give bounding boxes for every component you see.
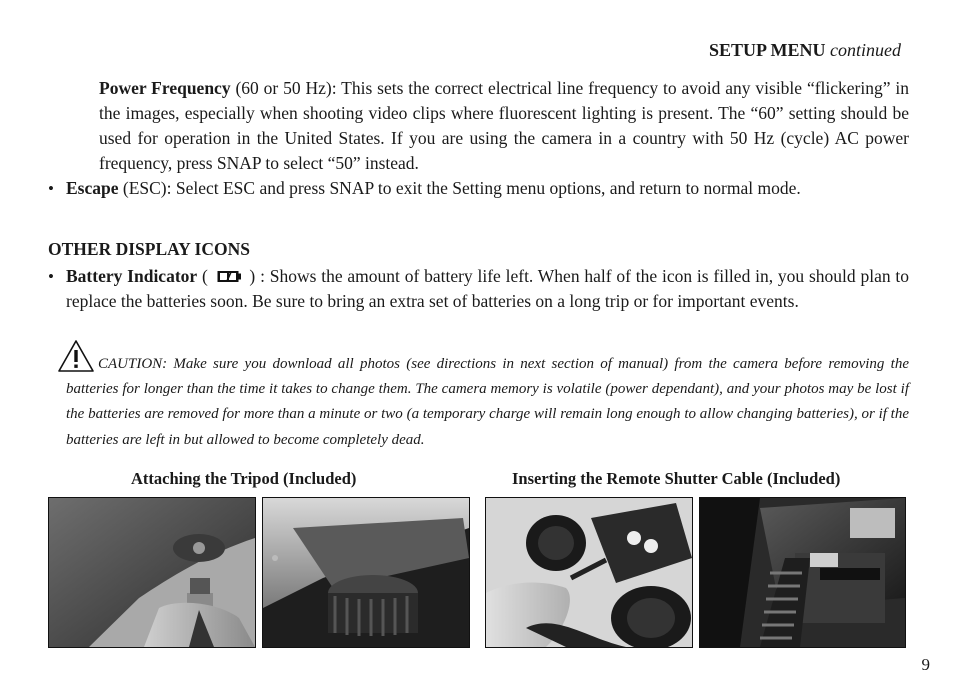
remote-cable-photo-1 <box>485 497 693 648</box>
battery-text: ) : Shows the amount of battery life left. When half of the icon is filled in, you should plan to replace the batteries soon. Be sure to bring an extra set of batteries on a long trip or for important events. <box>66 266 909 311</box>
battery-open-paren: ( <box>197 266 213 286</box>
remote-cable-caption: Inserting the Remote Shutter Cable (Included) <box>512 469 841 488</box>
escape-bullet <box>48 176 909 201</box>
caution-paragraph <box>66 352 909 453</box>
tripod-photo-2 <box>262 497 470 648</box>
header-title: SETUP MENU <box>708 40 826 60</box>
power-frequency-term: Power Frequency <box>99 78 231 98</box>
battery-bullet <box>48 264 909 314</box>
page-header <box>709 40 901 61</box>
escape-term: Escape <box>66 178 119 198</box>
bullet-marker: • <box>48 267 54 286</box>
page-number: 9 <box>921 655 930 674</box>
caution-text: Make sure you download all photos (see directions in next section of manual) from the camera before removing the batteries for longer than the time it takes to change them. The camera memory is volatile (power dependant), and your photos may be lost if the batteries are removed for more than a minute or two (a temporary charge will remain long enough to allow changing batteries), or if the batteries are left in but allowed to become completely dead. <box>66 356 909 448</box>
battery-term: Battery Indicator <box>66 266 198 286</box>
remote-cable-photo-2 <box>699 497 906 648</box>
escape-text: (ESC): Select ESC and press SNAP to exit the Setting menu options, and return to normal mode. <box>118 178 801 198</box>
other-display-icons-heading: OTHER DISPLAY ICONS <box>48 239 250 259</box>
tripod-caption: Attaching the Tripod (Included) <box>131 469 357 488</box>
power-frequency-text: (60 or 50 Hz): This sets the correct electrical line frequency to avoid any visible “flickering” in the images, especially when shooting video clips where fluorescent lighting is present. The “60” setting should be used for operation in the United States. If you are using the camera in a country with 50 Hz (cycle) AC power frequency, press SNAP to select “50” instead. <box>99 78 910 173</box>
header-subtitle: continued <box>830 40 901 60</box>
tripod-photo-1 <box>48 497 256 648</box>
bullet-marker: • <box>48 179 54 198</box>
battery-icon <box>217 265 241 278</box>
power-frequency-paragraph <box>99 76 909 176</box>
caution-label: CAUTION: <box>98 356 168 372</box>
